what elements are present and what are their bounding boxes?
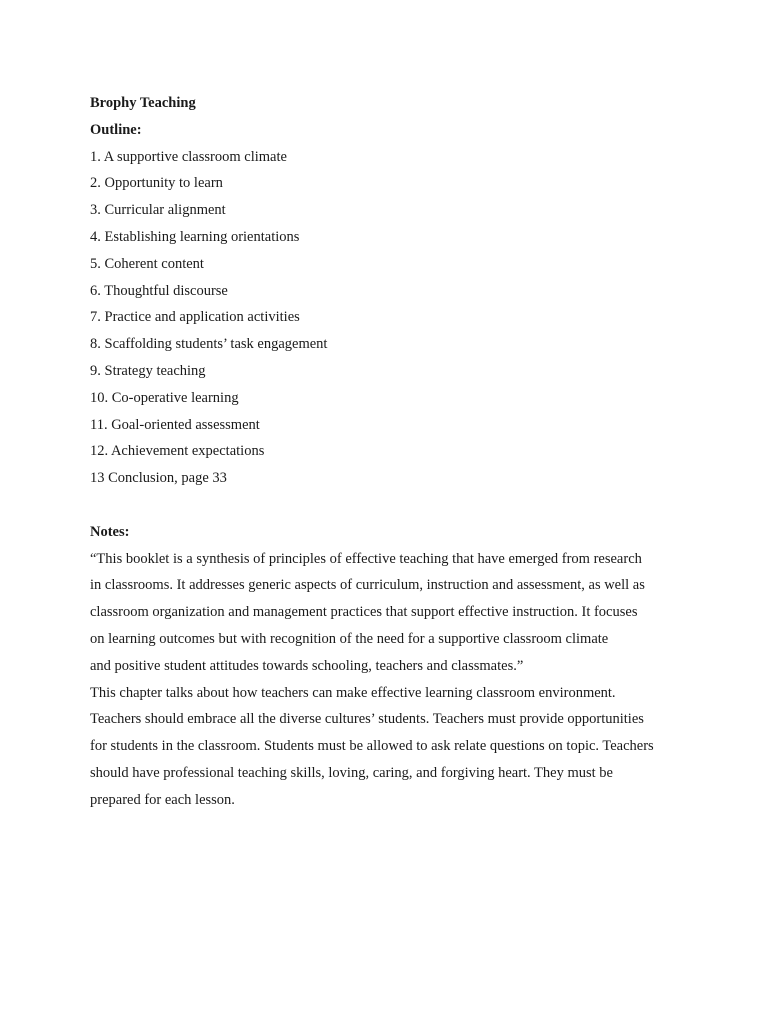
document-title: Brophy Teaching [90, 95, 196, 111]
outline-item: 12. Achievement expectations [90, 443, 265, 460]
notes-line: classroom organization and management practices that support effective instruction. It focuses [90, 604, 638, 621]
section-spacer [90, 492, 710, 519]
notes-line: and positive student attitudes towards schooling, teachers and classmates.” [90, 657, 524, 674]
outline-item: 5. Coherent content [90, 255, 204, 272]
outline-item: 7. Practice and application activities [90, 309, 300, 326]
outline-item: 11. Goal-oriented assessment [90, 416, 260, 433]
notes-line: This chapter talks about how teachers can make effective learning classroom environment. [90, 684, 616, 701]
outline-item: 1. A supportive classroom climate [90, 148, 287, 165]
outline-item: 10. Co-operative learning [90, 389, 239, 406]
notes-heading: Notes: [90, 523, 130, 540]
outline-item: 13 Conclusion, page 33 [90, 470, 227, 487]
notes-line: prepared for each lesson. [90, 791, 235, 808]
outline-list [90, 144, 710, 492]
notes-line: in classrooms. It addresses generic aspects of curriculum, instruction and assessment, as well as [90, 577, 645, 594]
notes-line: “This booklet is a synthesis of principles of effective teaching that have emerged from research [90, 550, 642, 567]
outline-item: 2. Opportunity to learn [90, 175, 223, 192]
outline-item: 3. Curricular alignment [90, 202, 226, 219]
outline-item: 9. Strategy teaching [90, 362, 206, 379]
notes-body [90, 546, 710, 814]
notes-line: Teachers should embrace all the diverse cultures’ students. Teachers must provide opportunities [90, 711, 644, 728]
notes-line: on learning outcomes but with recognition of the need for a supportive classroom climate [90, 630, 609, 647]
outline-item: 4. Establishing learning orientations [90, 228, 300, 245]
notes-line: should have professional teaching skills, loving, caring, and forgiving heart. They must be [90, 764, 613, 781]
notes-line: for students in the classroom. Students must be allowed to ask relate questions on topic. Teachers [90, 738, 654, 755]
outline-item: 8. Scaffolding students’ task engagement [90, 336, 328, 353]
document-page [90, 90, 710, 814]
outline-item: 6. Thoughtful discourse [90, 282, 228, 299]
outline-heading: Outline: [90, 121, 142, 138]
